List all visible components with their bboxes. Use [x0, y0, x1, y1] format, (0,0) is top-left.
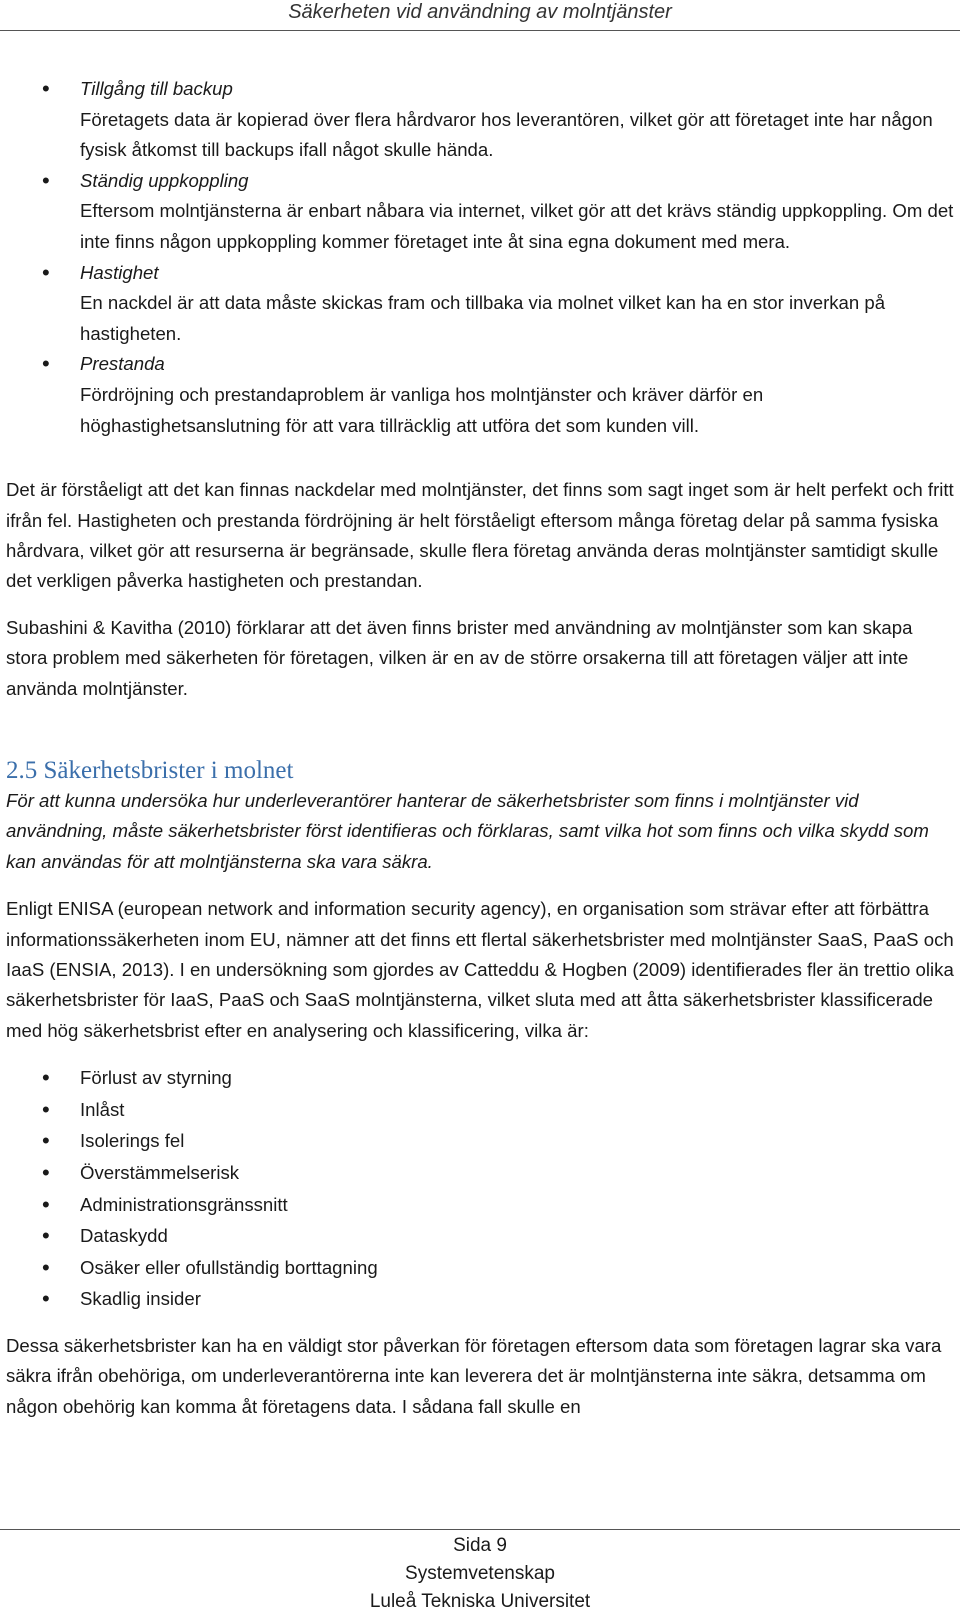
footer-department: Systemvetenskap: [405, 1563, 555, 1584]
bullet-title: • Ständig uppkoppling: [80, 169, 249, 191]
bullet-text: Företagets data är kopierad över flera hårdvaror hos leverantören, vilket gör att företaget inte har någon fysisk åtkomst till backups ifall något skulle hända.: [80, 108, 933, 161]
list-item: • Inlåst: [6, 1094, 956, 1126]
footer-university: Luleå Tekniska Universitet: [369, 1591, 591, 1612]
list-item: [6, 349, 956, 441]
header-title: Säkerheten vid användning av molntjänster: [288, 1, 672, 23]
page-number: Sida 9: [453, 1535, 507, 1556]
bullet-text: Fördröjning och prestandaproblem är vanliga hos molntjänster och kräver därför en höghastighetsanslutning för att vara tillräcklig att utföra det som kunden vill.: [80, 383, 764, 436]
body-paragraph: Det är förståeligt att det kan finnas nackdelar med molntjänster, det finns som sagt inget som är helt perfekt och fritt ifrån fel. Hastigheten och prestanda fördröjning är helt förståeligt eftersom många företag delar på samma fysiska hårdvara, vilket gör att resurserna är begränsade, skulle flera företag använda deras molntjänster samtidigt skulle det verkligen påverka hastigheten och prestandan.: [6, 479, 954, 592]
list-item: • Förlust av styrning: [6, 1062, 956, 1094]
list-item: [6, 166, 956, 258]
section-intro: För att kunna undersöka hur underleverantörer hanterar de säkerhetsbrister som finns i molntjänster vid användning, måste säkerhetsbrister först identifieras och förklaras, samt vilka hot som finns och vilka skydd som kan användas för att molntjänsterna ska vara säkra.: [6, 789, 929, 872]
drawbacks-list: [6, 74, 956, 441]
bullet-text: Eftersom molntjänsterna är enbart nåbara via internet, vilket gör att det krävs ständig uppkoppling. Om det inte finns någon uppkoppling kommer företaget inte åt sina egna dokument med mera.: [80, 200, 954, 252]
security-risks-list: [6, 1062, 956, 1315]
page-content: [6, 74, 956, 1422]
bullet-text: En nackdel är att data måste skickas fram och tillbaka via molnet vilket kan ha en stor inverkan på hastigheten.: [80, 292, 886, 344]
bullet-title: • Tillgång till backup: [80, 78, 233, 99]
page-footer: [0, 1529, 960, 1616]
bullet-title: • Hastighet: [80, 261, 159, 283]
list-item: [6, 258, 956, 350]
bullet-title: • Prestanda: [80, 353, 165, 375]
list-item: • Osäker eller ofullständig borttagning: [6, 1252, 956, 1284]
list-item: • Överstämmelserisk: [6, 1157, 956, 1189]
list-item: • Isolerings fel: [6, 1125, 956, 1157]
list-item: • Dataskydd: [6, 1220, 956, 1252]
body-paragraph: Subashini & Kavitha (2010) förklarar att det även finns brister med användning av molntjänster som kan skapa stora problem med säkerheten för företagen, vilken är en av de större orsakerna till att företagen väljer att inte använda molntjänster.: [6, 616, 913, 699]
list-item: • Skadlig insider: [6, 1283, 956, 1315]
list-item: [6, 74, 956, 166]
page-header: [0, 0, 960, 31]
list-item: • Administrationsgränssnitt: [6, 1189, 956, 1221]
body-paragraph: Dessa säkerhetsbrister kan ha en väldigt stor påverkan för företagen eftersom data som företagen lagrar ska vara säkra ifrån obehöriga, om underleverantörerna inte kan leverera det är molntjänsterna inte säkra, detsamma om någon obehörig kan komma åt företagens data. I sådana fall skulle en: [6, 1334, 942, 1417]
section-heading: 2.5 Säkerhetsbrister i molnet: [6, 756, 294, 784]
body-paragraph: Enligt ENISA (european network and information security agency), en organisation som strävar efter att förbättra informationssäkerheten inom EU, nämner att det finns ett flertal säkerhetsbrister med molntjänster SaaS, PaaS och IaaS (ENSIA, 2013). I en undersökning som gjordes av Catteddu & Hogben (2009) identifierades fler än trettio olika säkerhetsbrister för IaaS, PaaS och SaaS molntjänsterna, vilket sluta med att åtta säkerhetsbrister klassificerade med hög säkerhetsbrist efter en analysering och klassificering, vilka är:: [6, 898, 954, 1041]
